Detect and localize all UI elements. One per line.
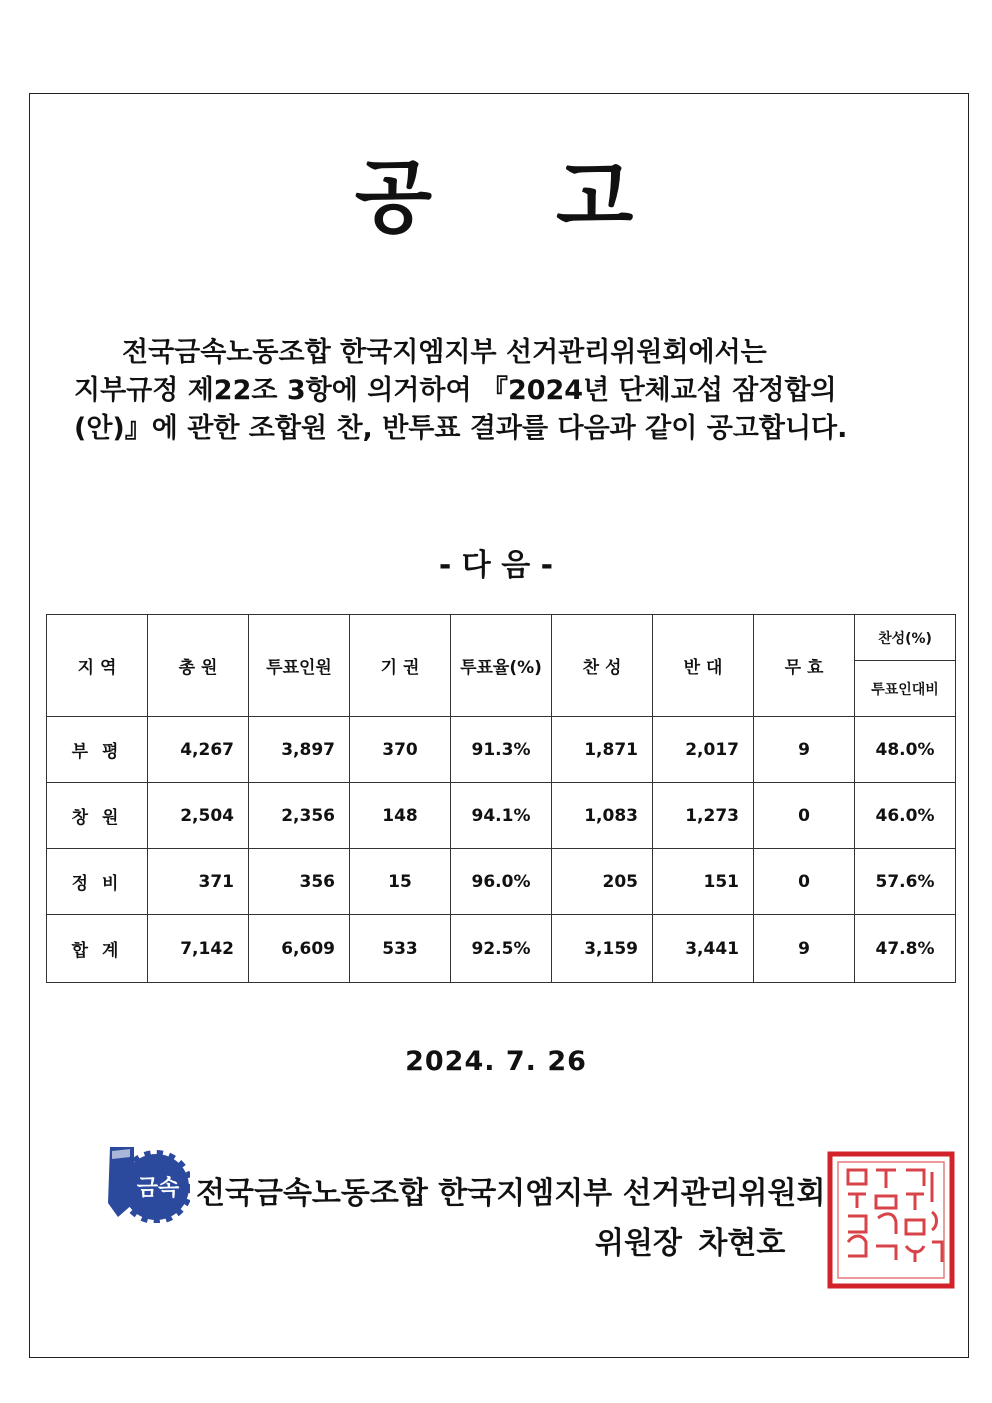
cell-total: 2,504 — [148, 783, 249, 849]
intro-line-3: (안)』에 관한 조합원 찬, 반투표 결과를 다음과 같이 공고합니다. — [74, 413, 848, 444]
intro-line-1: 전국금속노동조합 한국지엠지부 선거관리위원회에서는 — [122, 337, 767, 368]
seal-glyphs — [848, 1170, 942, 1262]
cell-abstain: 370 — [350, 717, 451, 783]
title-char-1: 공 — [354, 151, 436, 244]
official-seal-icon — [826, 1150, 956, 1290]
cell-no: 1,273 — [653, 783, 754, 849]
cell-yes: 205 — [552, 849, 653, 915]
cell-area: 창 원 — [47, 783, 148, 849]
cell-yes-pct: 48.0% — [855, 717, 956, 783]
notice-title — [0, 151, 992, 244]
intro-line-2: 지부규정 제22조 3항에 의거하여 『2024년 단체교섭 잠정합의 — [74, 375, 837, 406]
header-total: 총 원 — [148, 615, 249, 717]
cell-abstain: 533 — [350, 915, 451, 983]
cell-total: 371 — [148, 849, 249, 915]
vote-results-table — [46, 614, 956, 983]
table-row-total — [47, 915, 956, 983]
table-row — [47, 849, 956, 915]
section-subheading: - 다 음 - — [438, 548, 554, 583]
cell-no: 2,017 — [653, 717, 754, 783]
header-yes-pct-sub: 투표인대비 — [855, 661, 956, 717]
cell-invalid: 9 — [754, 915, 855, 983]
header-turnout: 투표율(%) — [451, 615, 552, 717]
header-area: 지 역 — [47, 615, 148, 717]
logo-text: 금속 — [136, 1176, 180, 1201]
cell-yes-pct: 57.6% — [855, 849, 956, 915]
cell-turnout: 94.1% — [451, 783, 552, 849]
cell-voters: 6,609 — [249, 915, 350, 983]
header-abstain: 기 권 — [350, 615, 451, 717]
cell-invalid: 9 — [754, 717, 855, 783]
chairperson-name: 위원장 차현호 — [595, 1226, 786, 1261]
header-invalid: 무 효 — [754, 615, 855, 717]
cell-turnout: 92.5% — [451, 915, 552, 983]
cell-abstain: 148 — [350, 783, 451, 849]
cell-total: 4,267 — [148, 717, 249, 783]
union-logo-icon — [104, 1143, 190, 1223]
cell-no: 3,441 — [653, 915, 754, 983]
cell-total: 7,142 — [148, 915, 249, 983]
title-char-2: 고 — [556, 151, 638, 244]
table-row — [47, 783, 956, 849]
cell-area: 합 계 — [47, 915, 148, 983]
cell-area: 정 비 — [47, 849, 148, 915]
cell-invalid: 0 — [754, 783, 855, 849]
cell-abstain: 15 — [350, 849, 451, 915]
table-row — [47, 717, 956, 783]
cell-no: 151 — [653, 849, 754, 915]
cell-yes: 1,083 — [552, 783, 653, 849]
cell-voters: 356 — [249, 849, 350, 915]
cell-yes-pct: 47.8% — [855, 915, 956, 983]
cell-voters: 2,356 — [249, 783, 350, 849]
cell-voters: 3,897 — [249, 717, 350, 783]
cell-turnout: 91.3% — [451, 717, 552, 783]
header-voters: 투표인원 — [249, 615, 350, 717]
organization-name: 전국금속노동조합 한국지엠지부 선거관리위원회 — [196, 1176, 826, 1211]
header-yes: 찬 성 — [552, 615, 653, 717]
cell-yes: 1,871 — [552, 717, 653, 783]
cell-area: 부 평 — [47, 717, 148, 783]
seal-inner-border — [838, 1162, 944, 1278]
notice-date: 2024. 7. 26 — [405, 1046, 587, 1077]
header-yes-pct: 찬성(%) — [855, 615, 956, 661]
cell-turnout: 96.0% — [451, 849, 552, 915]
intro-paragraph — [74, 334, 954, 448]
cell-invalid: 0 — [754, 849, 855, 915]
cell-yes: 3,159 — [552, 915, 653, 983]
header-no: 반 대 — [653, 615, 754, 717]
cell-yes-pct: 46.0% — [855, 783, 956, 849]
